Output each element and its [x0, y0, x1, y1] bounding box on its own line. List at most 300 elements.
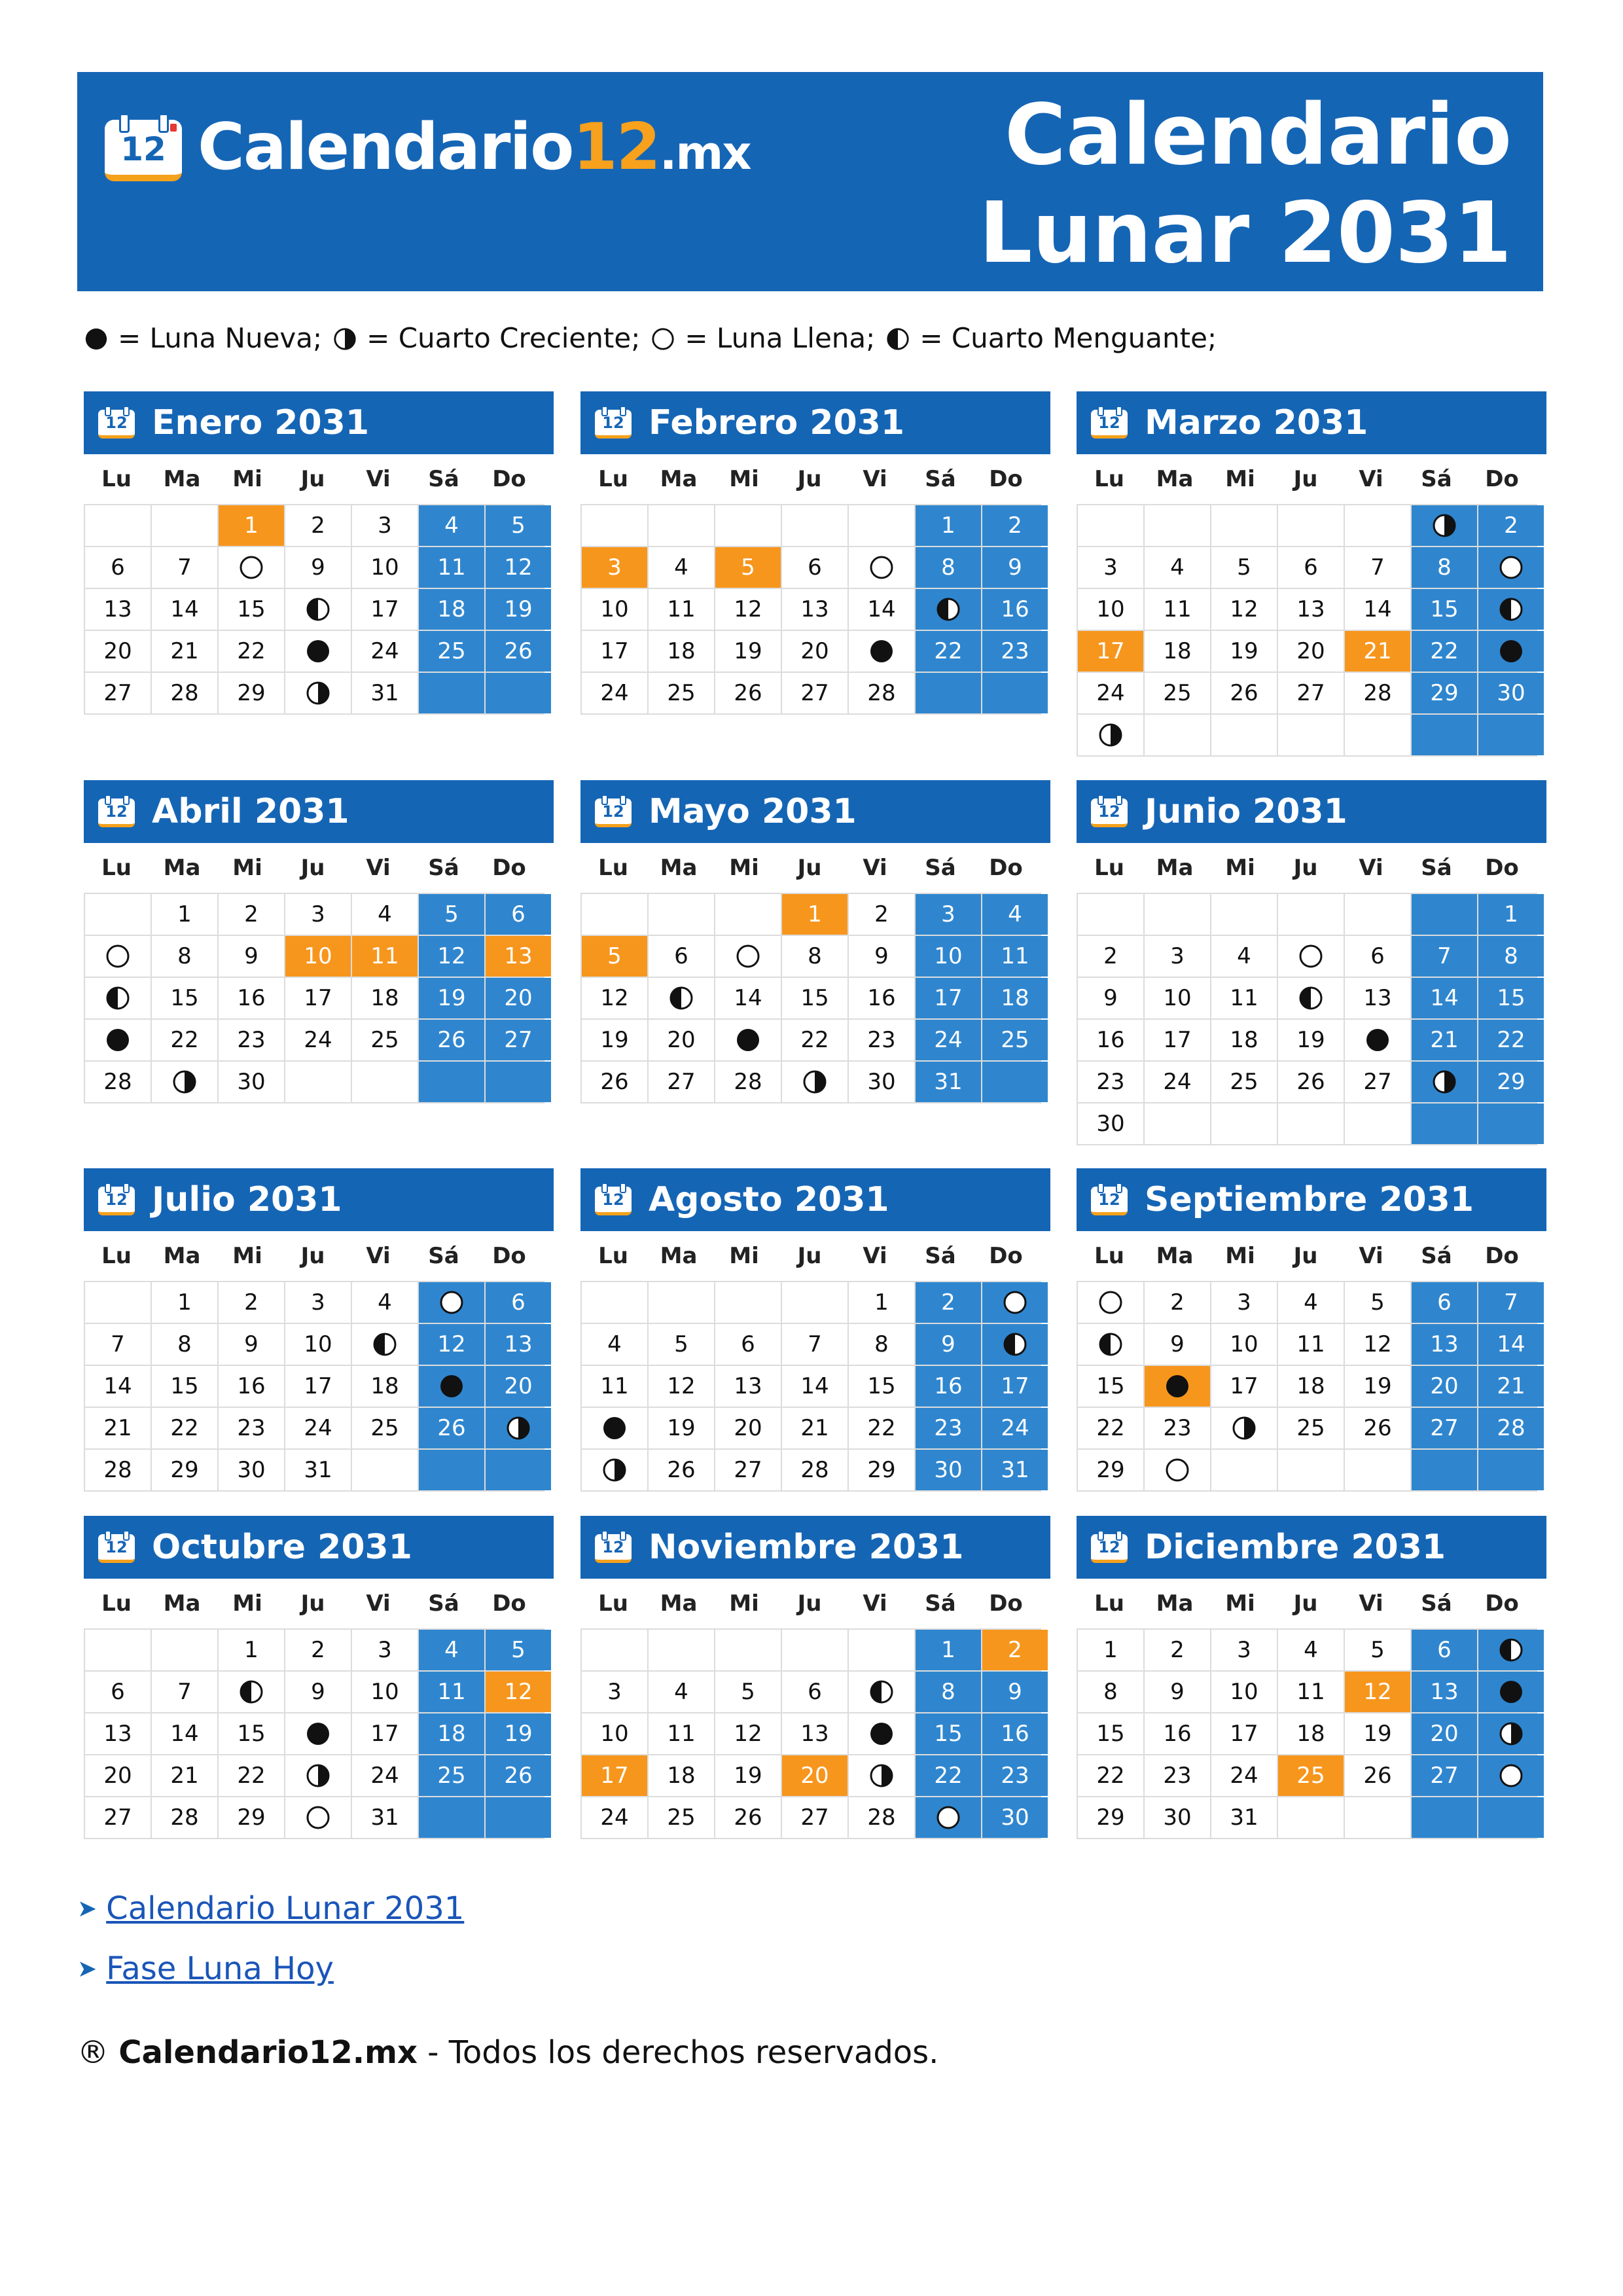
day-number: 17	[1163, 1027, 1192, 1053]
copyright-symbol: ®	[77, 2034, 109, 2071]
day-grid	[84, 504, 544, 715]
day-number: 3	[1237, 1289, 1251, 1316]
day-number: 30	[934, 1457, 963, 1483]
day-cell	[782, 1408, 847, 1448]
day-number: 18	[1296, 1373, 1325, 1399]
day-number: 12	[437, 943, 466, 969]
day-number: 14	[1430, 985, 1459, 1011]
day-number: 16	[237, 1373, 266, 1399]
day-number: 13	[1430, 1679, 1459, 1705]
weekday-label: Mi	[232, 466, 262, 492]
day-cell	[152, 631, 217, 672]
empty-day-cell	[1145, 1103, 1210, 1144]
day-cell	[582, 978, 647, 1018]
weekday-label: Sá	[428, 466, 459, 492]
link-calendario-lunar[interactable]: Calendario Lunar 2031	[106, 1890, 465, 1927]
day-cell	[1478, 505, 1544, 546]
day-number: 20	[504, 1373, 533, 1399]
empty-day-cell	[152, 505, 217, 546]
day-number: 30	[1001, 1804, 1029, 1831]
weekday-label: Do	[492, 1590, 526, 1617]
empty-day-cell	[849, 505, 914, 546]
day-cell	[419, 1630, 484, 1670]
day-number: 10	[1163, 985, 1192, 1011]
day-cell	[916, 1324, 981, 1365]
new-moon-icon	[1498, 1679, 1524, 1705]
day-number: 14	[170, 596, 199, 622]
day-cell	[352, 1713, 418, 1754]
day-cell	[849, 936, 914, 977]
day-number: 19	[1230, 638, 1258, 664]
weekday-label: Do	[1485, 1590, 1519, 1617]
day-grid	[1077, 893, 1537, 1145]
day-number: 14	[1497, 1331, 1525, 1357]
empty-day-cell	[1278, 505, 1344, 546]
day-cell	[1345, 1020, 1410, 1060]
day-cell	[1412, 1630, 1477, 1670]
day-number: 9	[1170, 1331, 1185, 1357]
month-title: Enero 2031	[152, 403, 370, 442]
day-number: 26	[734, 680, 762, 706]
day-number: 15	[1096, 1373, 1125, 1399]
day-number: 22	[934, 638, 963, 664]
day-cell	[85, 1062, 151, 1102]
month-title: Diciembre 2031	[1145, 1528, 1446, 1567]
day-number: 15	[170, 985, 199, 1011]
day-number: 10	[304, 943, 332, 969]
day-number: 10	[370, 554, 399, 581]
day-cell	[1145, 1713, 1210, 1754]
last-quarter-icon	[668, 985, 694, 1011]
month-calendar	[580, 1516, 1050, 1839]
day-cell	[352, 1797, 418, 1838]
day-cell	[1478, 1020, 1544, 1060]
empty-day-cell	[649, 894, 714, 935]
day-number: 15	[237, 1721, 266, 1747]
page-header	[77, 72, 1543, 291]
day-cell	[982, 894, 1048, 935]
weekday-label: Ju	[300, 466, 325, 492]
day-cell	[419, 547, 484, 588]
empty-day-cell	[782, 1630, 847, 1670]
day-cell	[1478, 1755, 1544, 1796]
day-cell	[419, 1755, 484, 1796]
day-cell	[1345, 1282, 1410, 1323]
day-cell	[85, 1324, 151, 1365]
day-number: 1	[177, 901, 192, 927]
day-number: 19	[734, 638, 762, 664]
day-number: 12	[504, 1679, 533, 1705]
month-header	[1077, 1516, 1546, 1579]
new-moon-icon	[735, 1027, 761, 1053]
day-number: 30	[237, 1457, 266, 1483]
empty-day-cell	[1211, 505, 1277, 546]
day-number: 23	[1163, 1415, 1192, 1441]
weekday-label: Do	[989, 466, 1023, 492]
day-number: 22	[170, 1027, 199, 1053]
calendar-icon	[98, 1530, 135, 1563]
day-cell	[1412, 978, 1477, 1018]
day-number: 6	[674, 943, 688, 969]
day-cell	[1412, 1366, 1477, 1407]
legend-item	[885, 322, 1217, 354]
day-cell	[85, 1450, 151, 1490]
calendar-icon	[105, 113, 182, 181]
day-number: 4	[607, 1331, 622, 1357]
day-cell	[916, 1282, 981, 1323]
day-cell	[1278, 1282, 1344, 1323]
day-cell	[715, 978, 781, 1018]
weekday-label: Vi	[1359, 855, 1383, 881]
day-cell	[1478, 1672, 1544, 1712]
weekday-label: Vi	[863, 855, 887, 881]
day-number: 16	[867, 985, 896, 1011]
month-title: Junio 2031	[1145, 792, 1347, 831]
day-cell	[849, 1062, 914, 1102]
day-number: 10	[304, 1331, 332, 1357]
day-cell	[419, 1366, 484, 1407]
day-number: 20	[103, 638, 132, 664]
weekday-label: Ma	[1156, 855, 1194, 881]
empty-day-cell	[1412, 715, 1477, 755]
day-cell	[1345, 1630, 1410, 1670]
day-cell	[1211, 1755, 1277, 1796]
calendar-icon	[98, 795, 135, 827]
day-cell	[916, 894, 981, 935]
day-number: 3	[1170, 943, 1185, 969]
day-cell	[1412, 1062, 1477, 1102]
day-number: 21	[170, 1763, 199, 1789]
day-grid	[84, 893, 544, 1103]
weekday-header	[84, 843, 542, 893]
day-number: 4	[444, 1637, 459, 1663]
first-quarter-icon	[305, 680, 331, 706]
day-number: 9	[311, 554, 325, 581]
weekday-header	[1077, 454, 1535, 504]
day-cell	[715, 1755, 781, 1796]
empty-day-cell	[715, 1282, 781, 1323]
day-number: 10	[370, 1679, 399, 1705]
day-cell	[285, 1324, 351, 1365]
day-number: 1	[808, 901, 822, 927]
weekday-label: Do	[492, 466, 526, 492]
weekday-label: Sá	[1421, 1590, 1452, 1617]
day-number: 17	[1230, 1721, 1258, 1747]
day-number: 25	[1296, 1415, 1325, 1441]
day-cell	[782, 978, 847, 1018]
day-number: 3	[1103, 554, 1118, 581]
day-number: 1	[941, 512, 955, 539]
day-cell	[419, 1713, 484, 1754]
last-quarter-icon	[885, 326, 910, 351]
brand-logo[interactable]	[105, 108, 751, 187]
weekday-label: Mi	[1225, 855, 1255, 881]
day-cell	[982, 547, 1048, 588]
day-number: 12	[734, 596, 762, 622]
last-quarter-icon	[105, 985, 131, 1011]
day-cell	[219, 1450, 284, 1490]
day-number: 5	[674, 1331, 688, 1357]
new-moon-icon	[868, 638, 895, 664]
day-cell	[1278, 978, 1344, 1018]
day-cell	[1145, 1672, 1210, 1712]
day-cell	[285, 673, 351, 713]
day-number: 9	[311, 1679, 325, 1705]
day-number: 19	[1363, 1373, 1392, 1399]
day-cell	[152, 1408, 217, 1448]
day-number: 15	[1096, 1721, 1125, 1747]
day-cell	[419, 589, 484, 630]
weekday-header	[580, 1579, 1039, 1628]
day-cell	[916, 1062, 981, 1102]
day-cell	[419, 505, 484, 546]
first-quarter-icon	[505, 1415, 531, 1441]
day-cell	[285, 894, 351, 935]
weekday-label: Mi	[1225, 1590, 1255, 1617]
day-number: 2	[1103, 943, 1118, 969]
day-cell	[782, 1713, 847, 1754]
day-cell	[486, 1408, 551, 1448]
day-cell	[285, 1408, 351, 1448]
weekday-label: Sá	[428, 1243, 459, 1269]
day-number: 19	[734, 1763, 762, 1789]
day-number: 26	[734, 1804, 762, 1831]
day-number: 31	[1001, 1457, 1029, 1483]
first-quarter-icon	[601, 1457, 628, 1483]
day-number: 28	[867, 680, 896, 706]
day-number: 1	[1103, 1637, 1118, 1663]
day-cell	[1211, 1630, 1277, 1670]
day-cell	[849, 1755, 914, 1796]
day-cell	[1478, 589, 1544, 630]
day-number: 7	[177, 554, 192, 581]
month-calendar	[84, 1168, 554, 1492]
day-number: 24	[934, 1027, 963, 1053]
day-number: 7	[111, 1331, 125, 1357]
day-cell	[85, 1020, 151, 1060]
day-cell	[715, 1324, 781, 1365]
day-cell	[1145, 1062, 1210, 1102]
day-number: 9	[874, 943, 889, 969]
day-cell	[1478, 631, 1544, 672]
day-cell	[1345, 1366, 1410, 1407]
weekday-label: Lu	[1094, 1590, 1124, 1617]
day-cell	[582, 1324, 647, 1365]
day-cell	[352, 978, 418, 1018]
weekday-label: Mi	[1225, 466, 1255, 492]
weekday-label: Vi	[863, 1243, 887, 1269]
day-number: 30	[1497, 680, 1525, 706]
empty-day-cell	[352, 1450, 418, 1490]
weekday-label: Lu	[598, 466, 628, 492]
day-cell	[152, 1282, 217, 1323]
day-number: 19	[1363, 1721, 1392, 1747]
day-cell	[982, 1324, 1048, 1365]
day-number: 26	[1363, 1415, 1392, 1441]
new-moon-icon	[868, 1721, 895, 1747]
day-cell	[219, 1062, 284, 1102]
empty-day-cell	[1412, 1103, 1477, 1144]
day-number: 21	[800, 1415, 829, 1441]
day-number: 5	[741, 554, 755, 581]
day-number: 11	[437, 554, 466, 581]
weekday-label: Do	[1485, 855, 1519, 881]
copyright-brand: Calendario12.mx	[118, 2034, 418, 2071]
day-grid	[580, 1628, 1041, 1839]
day-cell	[152, 936, 217, 977]
new-moon-icon	[1498, 638, 1524, 664]
calendar-icon	[1091, 406, 1128, 439]
day-cell	[649, 936, 714, 977]
day-number: 13	[800, 596, 829, 622]
day-cell	[486, 505, 551, 546]
day-cell	[782, 1755, 847, 1796]
day-number: 23	[237, 1027, 266, 1053]
day-number: 19	[600, 1027, 629, 1053]
empty-day-cell	[715, 894, 781, 935]
weekday-label: Lu	[1094, 1243, 1124, 1269]
empty-day-cell	[916, 673, 981, 713]
empty-day-cell	[1478, 715, 1544, 755]
day-cell	[152, 1020, 217, 1060]
weekday-label: Vi	[863, 466, 887, 492]
day-number: 25	[1296, 1763, 1325, 1789]
weekday-label: Sá	[925, 1243, 956, 1269]
weekday-label: Ma	[163, 855, 201, 881]
first-quarter-icon	[332, 326, 357, 351]
day-cell	[1478, 894, 1544, 935]
day-cell	[152, 978, 217, 1018]
day-cell	[1211, 1713, 1277, 1754]
day-number: 17	[600, 638, 629, 664]
day-cell	[849, 1408, 914, 1448]
day-cell	[1211, 589, 1277, 630]
month-header	[1077, 1168, 1546, 1231]
weekday-label: Mi	[232, 1590, 262, 1617]
day-cell	[1478, 1408, 1544, 1448]
day-cell	[285, 1366, 351, 1407]
day-cell	[152, 1366, 217, 1407]
day-cell	[1278, 1020, 1344, 1060]
day-number: 27	[103, 680, 132, 706]
day-number: 22	[1430, 638, 1459, 664]
day-cell	[1412, 1282, 1477, 1323]
month-title: Septiembre 2031	[1145, 1180, 1474, 1219]
day-cell	[1078, 673, 1143, 713]
day-cell	[849, 1282, 914, 1323]
page-title-line2: Lunar 2031	[978, 185, 1512, 282]
day-cell	[649, 1797, 714, 1838]
day-number: 23	[1163, 1763, 1192, 1789]
day-number: 1	[177, 1289, 192, 1316]
day-cell	[715, 673, 781, 713]
weekday-label: Ju	[300, 1590, 325, 1617]
day-cell	[219, 1408, 284, 1448]
day-number: 31	[304, 1457, 332, 1483]
calendar-icon-number: 12	[105, 1538, 128, 1556]
link-fase-luna-hoy[interactable]: Fase Luna Hoy	[106, 1950, 334, 1987]
day-number: 4	[1008, 901, 1022, 927]
empty-day-cell	[285, 1062, 351, 1102]
brand-name-main: Calendario	[198, 110, 573, 185]
day-number: 8	[177, 1331, 192, 1357]
day-cell	[285, 589, 351, 630]
day-cell	[649, 1062, 714, 1102]
day-number: 19	[437, 985, 466, 1011]
day-cell	[352, 673, 418, 713]
day-cell	[219, 547, 284, 588]
day-cell	[1211, 936, 1277, 977]
day-number: 1	[244, 512, 259, 539]
empty-day-cell	[1211, 1103, 1277, 1144]
weekday-label: Mi	[232, 1243, 262, 1269]
day-cell	[849, 978, 914, 1018]
day-cell	[1145, 1450, 1210, 1490]
day-cell	[715, 1797, 781, 1838]
day-cell	[1211, 631, 1277, 672]
day-number: 24	[600, 1804, 629, 1831]
day-number: 6	[1370, 943, 1385, 969]
day-number: 28	[103, 1457, 132, 1483]
day-cell	[152, 1324, 217, 1365]
month-calendar	[1077, 780, 1546, 1145]
day-cell	[649, 1324, 714, 1365]
day-cell	[219, 1755, 284, 1796]
calendar-icon-number: 12	[105, 1191, 128, 1209]
day-cell	[1412, 589, 1477, 630]
full-moon-icon	[735, 943, 761, 969]
empty-day-cell	[1278, 894, 1344, 935]
full-moon-icon	[1498, 554, 1524, 581]
weekday-label: Ma	[163, 1243, 201, 1269]
month-calendar	[84, 780, 554, 1103]
day-cell	[649, 1755, 714, 1796]
calendar-icon	[595, 1183, 632, 1215]
day-cell	[582, 1366, 647, 1407]
weekday-label: Sá	[428, 1590, 459, 1617]
weekday-label: Do	[1485, 1243, 1519, 1269]
day-cell	[152, 894, 217, 935]
calendar-icon-number: 12	[1098, 802, 1120, 821]
weekday-label: Sá	[925, 466, 956, 492]
day-number: 22	[1096, 1763, 1125, 1789]
day-number: 26	[1230, 680, 1258, 706]
day-cell	[1078, 1755, 1143, 1796]
day-cell	[285, 547, 351, 588]
day-cell	[419, 1408, 484, 1448]
day-number: 3	[607, 1679, 622, 1705]
day-cell	[715, 631, 781, 672]
day-number: 24	[600, 680, 629, 706]
empty-day-cell	[1278, 1450, 1344, 1490]
day-number: 25	[1163, 680, 1192, 706]
day-cell	[582, 1755, 647, 1796]
empty-day-cell	[982, 1062, 1048, 1102]
day-cell	[1278, 1324, 1344, 1365]
day-cell	[1478, 1630, 1544, 1670]
first-quarter-icon	[1498, 1721, 1524, 1747]
day-number: 2	[941, 1289, 955, 1316]
day-cell	[1412, 505, 1477, 546]
day-cell	[1412, 1713, 1477, 1754]
day-cell	[782, 1797, 847, 1838]
day-cell	[152, 1755, 217, 1796]
day-grid	[84, 1281, 544, 1492]
legend-text: = Luna Nueva;	[118, 322, 323, 354]
last-quarter-icon	[1097, 1331, 1124, 1357]
day-cell	[916, 547, 981, 588]
day-number: 21	[103, 1415, 132, 1441]
